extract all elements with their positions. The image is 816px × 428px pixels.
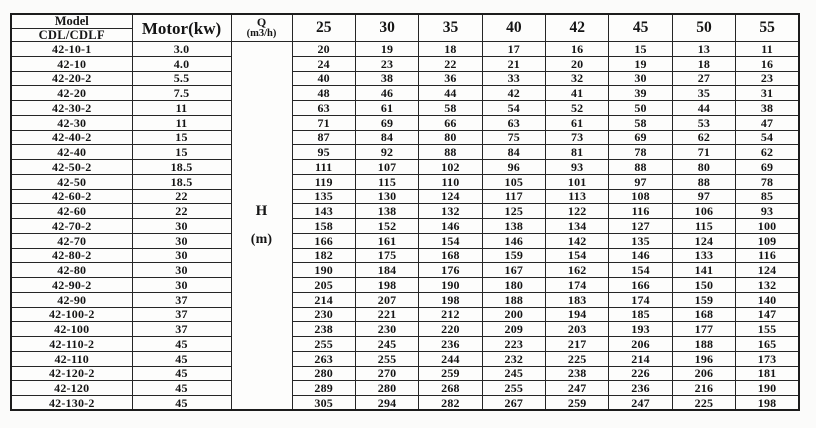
table-row xyxy=(11,337,799,352)
motor-cell: 30 xyxy=(132,219,231,234)
head-value-cell: 177 xyxy=(672,322,735,337)
motor-cell: 37 xyxy=(132,307,231,322)
model-series-header: CDL/CDLF xyxy=(11,28,132,42)
h-symbol: H xyxy=(255,203,268,220)
head-value-cell: 42 xyxy=(482,86,545,101)
head-value-cell: 23 xyxy=(736,71,799,86)
table-row xyxy=(11,130,799,145)
head-value-cell: 13 xyxy=(672,42,735,57)
head-value-cell: 155 xyxy=(736,322,799,337)
head-value-cell: 146 xyxy=(419,219,482,234)
head-value-cell: 36 xyxy=(419,71,482,86)
head-value-cell: 18 xyxy=(672,56,735,71)
head-value-cell: 174 xyxy=(609,292,672,307)
head-value-cell: 66 xyxy=(419,115,482,130)
head-value-cell: 80 xyxy=(419,130,482,145)
head-value-cell: 53 xyxy=(672,115,735,130)
head-value-cell: 27 xyxy=(672,71,735,86)
head-value-cell: 88 xyxy=(609,160,672,175)
head-value-cell: 185 xyxy=(609,307,672,322)
head-value-cell: 206 xyxy=(609,337,672,352)
head-value-cell: 84 xyxy=(482,145,545,160)
head-value-cell: 220 xyxy=(419,322,482,337)
head-value-cell: 113 xyxy=(546,189,609,204)
head-value-cell: 173 xyxy=(736,351,799,366)
head-value-cell: 198 xyxy=(355,278,418,293)
head-value-cell: 124 xyxy=(672,233,735,248)
head-value-cell: 101 xyxy=(546,174,609,189)
head-value-cell: 196 xyxy=(672,351,735,366)
table-row xyxy=(11,86,799,101)
head-value-cell: 116 xyxy=(609,204,672,219)
motor-cell: 30 xyxy=(132,233,231,248)
head-value-cell: 20 xyxy=(546,56,609,71)
motor-cell: 22 xyxy=(132,189,231,204)
head-value-cell: 226 xyxy=(609,366,672,381)
head-value-cell: 212 xyxy=(419,307,482,322)
table-row xyxy=(11,204,799,219)
q-symbol: Q xyxy=(256,15,267,30)
head-value-cell: 165 xyxy=(736,337,799,352)
table-row xyxy=(11,366,799,381)
head-value-cell: 93 xyxy=(546,160,609,175)
model-cell: 42-30 xyxy=(11,115,132,130)
head-value-cell: 22 xyxy=(419,56,482,71)
motor-cell: 45 xyxy=(132,396,231,411)
head-value-cell: 216 xyxy=(672,381,735,396)
head-value-cell: 162 xyxy=(546,263,609,278)
table-row xyxy=(11,71,799,86)
head-value-cell: 44 xyxy=(672,101,735,116)
head-value-cell: 294 xyxy=(355,396,418,411)
head-value-cell: 16 xyxy=(736,56,799,71)
head-value-cell: 69 xyxy=(355,115,418,130)
flow-column-25: 25 xyxy=(292,14,355,42)
model-cell: 42-40-2 xyxy=(11,130,132,145)
head-value-cell: 62 xyxy=(736,145,799,160)
head-value-cell: 115 xyxy=(355,174,418,189)
head-value-cell: 181 xyxy=(736,366,799,381)
head-value-cell: 23 xyxy=(355,56,418,71)
motor-cell: 4.0 xyxy=(132,56,231,71)
head-value-cell: 221 xyxy=(355,307,418,322)
table-row xyxy=(11,307,799,322)
table-row xyxy=(11,278,799,293)
table-row xyxy=(11,56,799,71)
head-value-cell: 15 xyxy=(609,42,672,57)
head-value-cell: 97 xyxy=(672,189,735,204)
head-value-cell: 58 xyxy=(609,115,672,130)
motor-cell: 15 xyxy=(132,145,231,160)
head-value-cell: 125 xyxy=(482,204,545,219)
head-value-cell: 230 xyxy=(355,322,418,337)
head-value-cell: 88 xyxy=(419,145,482,160)
head-value-cell: 107 xyxy=(355,160,418,175)
head-value-cell: 150 xyxy=(672,278,735,293)
head-value-cell: 205 xyxy=(292,278,355,293)
head-value-cell: 119 xyxy=(292,174,355,189)
head-value-cell: 267 xyxy=(482,396,545,411)
head-value-cell: 180 xyxy=(482,278,545,293)
head-value-cell: 259 xyxy=(419,366,482,381)
head-value-cell: 39 xyxy=(609,86,672,101)
motor-cell: 5.5 xyxy=(132,71,231,86)
head-value-cell: 232 xyxy=(482,351,545,366)
head-value-cell: 183 xyxy=(546,292,609,307)
head-value-cell: 255 xyxy=(292,337,355,352)
head-value-cell: 175 xyxy=(355,248,418,263)
head-value-cell: 50 xyxy=(609,101,672,116)
model-cell: 42-50 xyxy=(11,174,132,189)
model-cell: 42-110-2 xyxy=(11,337,132,352)
head-value-cell: 54 xyxy=(736,130,799,145)
table-row xyxy=(11,101,799,116)
head-value-cell: 238 xyxy=(546,366,609,381)
head-value-cell: 127 xyxy=(609,219,672,234)
flow-column-45: 45 xyxy=(609,14,672,42)
head-value-cell: 142 xyxy=(546,233,609,248)
motor-cell: 11 xyxy=(132,101,231,116)
head-value-cell: 69 xyxy=(609,130,672,145)
head-value-cell: 130 xyxy=(355,189,418,204)
head-value-cell: 134 xyxy=(546,219,609,234)
table-row xyxy=(11,396,799,411)
model-cell: 42-70 xyxy=(11,233,132,248)
head-value-cell: 81 xyxy=(546,145,609,160)
model-cell: 42-80 xyxy=(11,263,132,278)
head-value-cell: 93 xyxy=(736,204,799,219)
head-value-cell: 154 xyxy=(609,263,672,278)
head-value-cell: 184 xyxy=(355,263,418,278)
head-unit-cell xyxy=(231,42,292,411)
model-cell: 42-70-2 xyxy=(11,219,132,234)
motor-cell: 11 xyxy=(132,115,231,130)
head-value-cell: 16 xyxy=(546,42,609,57)
head-value-cell: 47 xyxy=(736,115,799,130)
head-value-cell: 135 xyxy=(609,233,672,248)
head-value-cell: 236 xyxy=(609,381,672,396)
head-value-cell: 30 xyxy=(609,71,672,86)
head-value-cell: 80 xyxy=(672,160,735,175)
flow-column-40: 40 xyxy=(482,14,545,42)
motor-cell: 7.5 xyxy=(132,86,231,101)
head-value-cell: 19 xyxy=(609,56,672,71)
head-value-cell: 38 xyxy=(355,71,418,86)
head-value-cell: 190 xyxy=(292,263,355,278)
head-value-cell: 259 xyxy=(546,396,609,411)
table-row xyxy=(11,160,799,175)
model-cell: 42-80-2 xyxy=(11,248,132,263)
head-value-cell: 106 xyxy=(672,204,735,219)
head-value-cell: 289 xyxy=(292,381,355,396)
head-value-cell: 167 xyxy=(482,263,545,278)
head-value-cell: 159 xyxy=(672,292,735,307)
head-value-cell: 182 xyxy=(292,248,355,263)
motor-cell: 30 xyxy=(132,278,231,293)
head-value-cell: 75 xyxy=(482,130,545,145)
flow-column-55: 55 xyxy=(736,14,799,42)
table-body xyxy=(11,42,799,411)
motor-cell: 30 xyxy=(132,263,231,278)
table-row xyxy=(11,381,799,396)
head-value-cell: 73 xyxy=(546,130,609,145)
head-value-cell: 143 xyxy=(292,204,355,219)
motor-cell: 45 xyxy=(132,366,231,381)
head-value-cell: 61 xyxy=(355,101,418,116)
head-value-cell: 168 xyxy=(419,248,482,263)
head-value-cell: 223 xyxy=(482,337,545,352)
model-cell: 42-20 xyxy=(11,86,132,101)
head-value-cell: 161 xyxy=(355,233,418,248)
head-value-cell: 193 xyxy=(609,322,672,337)
pump-performance-table xyxy=(10,13,800,411)
model-cell: 42-90-2 xyxy=(11,278,132,293)
head-value-cell: 52 xyxy=(546,101,609,116)
motor-cell: 30 xyxy=(132,248,231,263)
head-value-cell: 188 xyxy=(482,292,545,307)
head-value-cell: 61 xyxy=(546,115,609,130)
head-value-cell: 174 xyxy=(546,278,609,293)
head-value-cell: 214 xyxy=(609,351,672,366)
head-value-cell: 63 xyxy=(482,115,545,130)
head-value-cell: 71 xyxy=(292,115,355,130)
motor-cell: 22 xyxy=(132,204,231,219)
head-value-cell: 194 xyxy=(546,307,609,322)
head-value-cell: 141 xyxy=(672,263,735,278)
table-row xyxy=(11,42,799,57)
head-value-cell: 305 xyxy=(292,396,355,411)
table-row xyxy=(11,351,799,366)
head-value-cell: 109 xyxy=(736,233,799,248)
motor-cell: 37 xyxy=(132,292,231,307)
head-value-cell: 282 xyxy=(419,396,482,411)
head-value-cell: 117 xyxy=(482,189,545,204)
model-cell: 42-40 xyxy=(11,145,132,160)
motor-cell: 37 xyxy=(132,322,231,337)
head-value-cell: 132 xyxy=(419,204,482,219)
head-value-cell: 176 xyxy=(419,263,482,278)
head-value-cell: 154 xyxy=(546,248,609,263)
head-value-cell: 110 xyxy=(419,174,482,189)
head-value-cell: 188 xyxy=(672,337,735,352)
model-cell: 42-100-2 xyxy=(11,307,132,322)
head-value-cell: 280 xyxy=(355,381,418,396)
head-value-cell: 268 xyxy=(419,381,482,396)
head-value-cell: 100 xyxy=(736,219,799,234)
model-cell: 42-50-2 xyxy=(11,160,132,175)
head-value-cell: 138 xyxy=(482,219,545,234)
head-value-cell: 19 xyxy=(355,42,418,57)
head-value-cell: 146 xyxy=(609,248,672,263)
motor-cell: 45 xyxy=(132,337,231,352)
model-header: Model xyxy=(11,14,132,28)
motor-header: Motor(kw) xyxy=(132,14,231,42)
head-value-cell: 158 xyxy=(292,219,355,234)
head-value-cell: 247 xyxy=(609,396,672,411)
head-value-cell: 18 xyxy=(419,42,482,57)
head-value-cell: 102 xyxy=(419,160,482,175)
head-value-cell: 270 xyxy=(355,366,418,381)
head-value-cell: 255 xyxy=(355,351,418,366)
head-value-cell: 92 xyxy=(355,145,418,160)
head-value-cell: 140 xyxy=(736,292,799,307)
head-value-cell: 217 xyxy=(546,337,609,352)
model-cell: 42-30-2 xyxy=(11,101,132,116)
model-cell: 42-10-1 xyxy=(11,42,132,57)
flow-column-50: 50 xyxy=(672,14,735,42)
head-value-cell: 166 xyxy=(292,233,355,248)
motor-cell: 45 xyxy=(132,381,231,396)
head-value-cell: 11 xyxy=(736,42,799,57)
table-row xyxy=(11,248,799,263)
motor-cell: 3.0 xyxy=(132,42,231,57)
head-value-cell: 236 xyxy=(419,337,482,352)
head-value-cell: 108 xyxy=(609,189,672,204)
head-value-cell: 46 xyxy=(355,86,418,101)
head-value-cell: 48 xyxy=(292,86,355,101)
head-value-cell: 44 xyxy=(419,86,482,101)
head-value-cell: 88 xyxy=(672,174,735,189)
head-value-cell: 31 xyxy=(736,86,799,101)
table-row xyxy=(11,322,799,337)
head-value-cell: 225 xyxy=(672,396,735,411)
model-cell: 42-120-2 xyxy=(11,366,132,381)
head-value-cell: 58 xyxy=(419,101,482,116)
table-row xyxy=(11,233,799,248)
head-value-cell: 245 xyxy=(355,337,418,352)
head-value-cell: 63 xyxy=(292,101,355,116)
head-value-cell: 122 xyxy=(546,204,609,219)
model-cell: 42-10 xyxy=(11,56,132,71)
head-value-cell: 206 xyxy=(672,366,735,381)
head-value-cell: 159 xyxy=(482,248,545,263)
flow-column-42: 42 xyxy=(546,14,609,42)
head-value-cell: 71 xyxy=(672,145,735,160)
head-value-cell: 190 xyxy=(419,278,482,293)
head-value-cell: 17 xyxy=(482,42,545,57)
head-value-cell: 54 xyxy=(482,101,545,116)
head-value-cell: 214 xyxy=(292,292,355,307)
head-value-cell: 198 xyxy=(736,396,799,411)
head-value-cell: 115 xyxy=(672,219,735,234)
h-unit: (m) xyxy=(250,232,273,248)
motor-cell: 15 xyxy=(132,130,231,145)
head-value-cell: 152 xyxy=(355,219,418,234)
head-value-cell: 207 xyxy=(355,292,418,307)
head-value-cell: 238 xyxy=(292,322,355,337)
model-cell: 42-120 xyxy=(11,381,132,396)
table-row xyxy=(11,174,799,189)
head-value-cell: 111 xyxy=(292,160,355,175)
model-cell: 42-110 xyxy=(11,351,132,366)
model-cell: 42-60 xyxy=(11,204,132,219)
table-row xyxy=(11,115,799,130)
head-value-cell: 244 xyxy=(419,351,482,366)
head-value-cell: 124 xyxy=(419,189,482,204)
head-value-cell: 62 xyxy=(672,130,735,145)
head-value-cell: 247 xyxy=(546,381,609,396)
model-cell: 42-100 xyxy=(11,322,132,337)
model-cell: 42-20-2 xyxy=(11,71,132,86)
head-value-cell: 95 xyxy=(292,145,355,160)
head-value-cell: 40 xyxy=(292,71,355,86)
head-value-cell: 154 xyxy=(419,233,482,248)
head-value-cell: 190 xyxy=(736,381,799,396)
model-cell: 42-90 xyxy=(11,292,132,307)
head-value-cell: 35 xyxy=(672,86,735,101)
head-value-cell: 138 xyxy=(355,204,418,219)
motor-cell: 18.5 xyxy=(132,174,231,189)
head-value-cell: 78 xyxy=(736,174,799,189)
flow-rate-header xyxy=(231,14,292,42)
table-row xyxy=(11,292,799,307)
head-value-cell: 200 xyxy=(482,307,545,322)
table-row xyxy=(11,145,799,160)
head-value-cell: 69 xyxy=(736,160,799,175)
head-value-cell: 203 xyxy=(546,322,609,337)
head-value-cell: 105 xyxy=(482,174,545,189)
table-header xyxy=(11,14,799,42)
head-value-cell: 168 xyxy=(672,307,735,322)
head-value-cell: 78 xyxy=(609,145,672,160)
head-value-cell: 245 xyxy=(482,366,545,381)
head-value-cell: 41 xyxy=(546,86,609,101)
flow-column-35: 35 xyxy=(419,14,482,42)
head-value-cell: 33 xyxy=(482,71,545,86)
head-value-cell: 135 xyxy=(292,189,355,204)
table-row xyxy=(11,189,799,204)
head-value-cell: 124 xyxy=(736,263,799,278)
head-value-cell: 32 xyxy=(546,71,609,86)
table-row xyxy=(11,263,799,278)
model-cell: 42-60-2 xyxy=(11,189,132,204)
head-value-cell: 116 xyxy=(736,248,799,263)
flow-column-30: 30 xyxy=(355,14,418,42)
head-value-cell: 146 xyxy=(482,233,545,248)
head-value-cell: 230 xyxy=(292,307,355,322)
motor-cell: 18.5 xyxy=(132,160,231,175)
head-value-cell: 84 xyxy=(355,130,418,145)
head-value-cell: 280 xyxy=(292,366,355,381)
table-row xyxy=(11,219,799,234)
head-value-cell: 21 xyxy=(482,56,545,71)
head-value-cell: 147 xyxy=(736,307,799,322)
model-cell: 42-130-2 xyxy=(11,396,132,411)
head-value-cell: 132 xyxy=(736,278,799,293)
head-value-cell: 166 xyxy=(609,278,672,293)
head-value-cell: 87 xyxy=(292,130,355,145)
q-unit: (m3/h) xyxy=(246,28,277,40)
head-value-cell: 133 xyxy=(672,248,735,263)
head-value-cell: 97 xyxy=(609,174,672,189)
head-value-cell: 24 xyxy=(292,56,355,71)
motor-cell: 45 xyxy=(132,351,231,366)
head-value-cell: 209 xyxy=(482,322,545,337)
head-value-cell: 85 xyxy=(736,189,799,204)
head-value-cell: 255 xyxy=(482,381,545,396)
head-value-cell: 96 xyxy=(482,160,545,175)
head-value-cell: 225 xyxy=(546,351,609,366)
head-value-cell: 198 xyxy=(419,292,482,307)
head-value-cell: 20 xyxy=(292,42,355,57)
header-row-1 xyxy=(11,14,799,28)
head-value-cell: 38 xyxy=(736,101,799,116)
head-value-cell: 263 xyxy=(292,351,355,366)
